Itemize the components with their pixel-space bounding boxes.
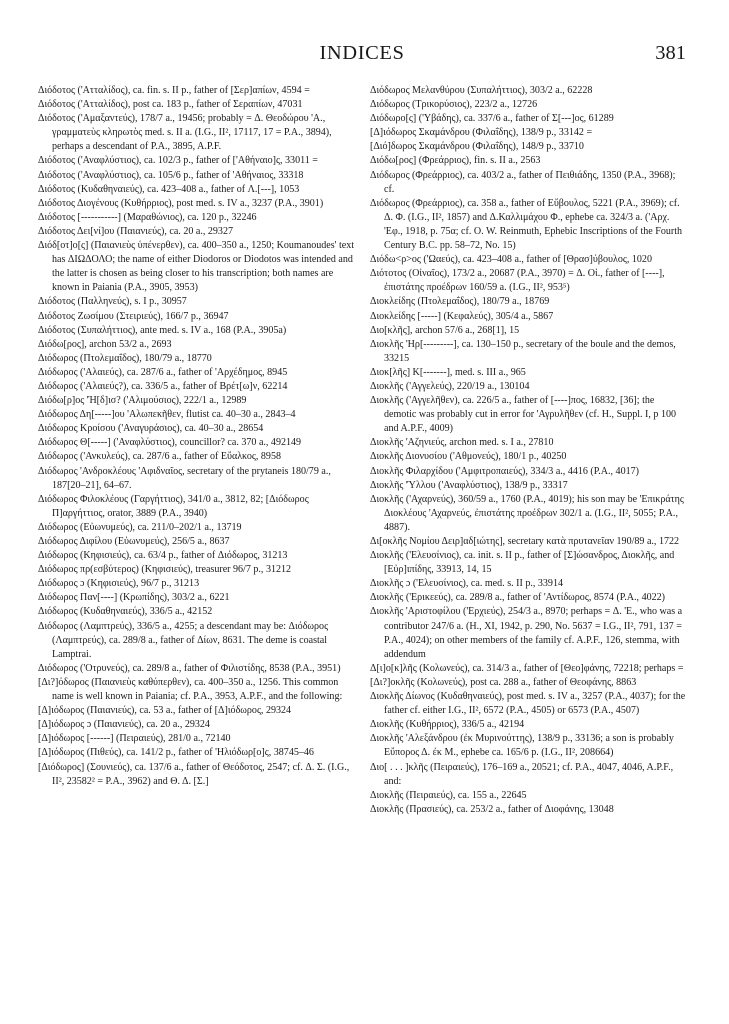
index-entry: Διοκλῆς (Κυθήρριος), 336/5 a., 42194 [370, 719, 525, 731]
index-entry: Διόδωρος ɔ (Κηφισιεύς), 96/7 p., 31213 [38, 578, 200, 590]
index-entry: Διόδωρος 'Ανδροκλέους 'Αφιδναῖος, secretary of the prytaneis 180/79 a., 187[20–21], 64–67. [38, 465, 331, 491]
index-entry: Διοκλῆς 'Ηρ[---------], ca. 130–150 p., secretary of the boule and the demos, 33215 [370, 338, 676, 364]
index-entry: Διοκλῆς Διονυσίου ('Αθμονεύς), 180/1 p., 40250 [370, 451, 567, 463]
index-entry: Διοκλῆς ('Ελευσίνιος), ca. init. s. II p., father of [Σ]ώσανδρος, Διοκλῆς, and [Εὐρ]ιπίδης, 33913, 14, 15 [370, 550, 675, 576]
index-entry: Διόδωρος Δη[-----]ου 'Αλωπεκῆθεν, flutist ca. 40–30 a., 2843–4 [38, 409, 296, 421]
index-entry: Διοκλείδης [-----] (Κεφαλεύς), 305/4 a., 5867 [370, 310, 554, 322]
index-entry: Διοκλῆς ('Ερικεεύς), ca. 289/8 a., father of 'Αντίδωρος, 8574 (P.A., 4022) [370, 592, 666, 604]
index-entry: Διόδω[ρος] (Φρεάρριος), fin. s. II a., 2563 [370, 155, 541, 167]
index-entry: Διόδοτος ('Αναφλύστιος), ca. 105/6 p., father of 'Αθήναιος, 33318 [38, 169, 304, 181]
index-entry: Διο[ . . . ]κλῆς (Πειραιεύς), 176–169 a., 20521; cf. P.A., 4047, 4046, A.P.F., and: [370, 761, 674, 787]
index-entry: Διοκλῆς 'Αριστοφίλου ('Ερχιεύς), 254/3 a., 8970; perhaps = Δ. 'Ε., who was a contributor 247/6 a. (H., XI, 1942, p. 290, No. 5637 = I.G., II², 791, 137 = P.A., 4024); on other members of the family cf. A.P.F., 126, stemma, with addendum [370, 606, 683, 660]
index-entry: Διόδωρος ('Αλαιεύς?), ca. 336/5 a., father of Βρέτ[ω]ν, 62214 [38, 380, 288, 392]
index-entry: Διόδω[ρ]ος 'Ή[δ]ισ? ('Αλιμούσιος), 222/1 a., 12989 [38, 395, 247, 407]
index-entry: Διοκλείδης (Πτολεμαΐδος), 180/79 a., 18769 [370, 296, 550, 308]
index-entry: [Δι?]όδωρος (Παιανιεὺς καθύπερθεν), ca. 400–350 a., 1256. This common name is well known in Paiania; cf. P.A., 3953, A.P.F., and the following: [38, 676, 343, 703]
index-entry: Διοκλῆς ('Αγγελῆθεν), ca. 226/5 a., father of [----]πος, 16832, [36]; the demotic was probably cut in error for 'Αγρυλῆθεν (cf. H., Suppl. I, p 100 and A.P.F., 4009) [370, 395, 677, 435]
index-entry: Διοκλῆς ('Αγγελεύς), 220/19 a., 130104 [370, 380, 530, 392]
index-entry: [Δ]ιόδωρος (Παιανιεύς), ca. 53 a., father of [Δ]ιόδωρος, 29324 [38, 705, 292, 717]
index-entry: Διοκλῆς (Πρασιεύς), ca. 253/2 a., father of Διοφάνης, 13048 [370, 803, 614, 815]
index-entry: [Διόδωρος] (Σουνιεύς), ca. 137/6 a., father of Θεόδοτος, 2547; cf. Δ. Σ. (I.G., II², 23582² = P.A., 3962) and Θ. Δ. [Σ.] [38, 761, 350, 787]
index-entry: Διόδωρος Φιλοκλέους (Γαργήττιος), 341/0 a., 3812, 82; [Διόδωρος Π]αργήττιος, orator, 3889 (P.A., 3940) [38, 493, 309, 519]
index-entry: Διοκλῆς (Πειραιεύς), ca. 155 a., 22645 [370, 789, 527, 801]
index-entry: [Δι?]οκλῆς (Κολωνεύς), post ca. 288 a., father of Θεοφάνης, 8863 [370, 676, 637, 688]
index-entry: Διόδοτος (Συπαλήττιος), ante med. s. IV a., 168 (P.A., 3905a) [38, 324, 287, 336]
index-entry: [Δ]ιόδωρος ɔ (Παιανιεύς), ca. 20 a., 29324 [38, 719, 210, 731]
index-entry: Δ[ι]ο[κ]λῆς (Κολωνεύς), ca. 314/3 a., father of [Θεο]φάνης, 72218; perhaps = [370, 662, 684, 674]
index-entry: Διοκλῆς Δίωνος (Κυδαθηναιεύς), post med. s. IV a., 3257 (P.A., 4037); for the father cf. either I.G., II², 6572 (P.A., 4505) or 6573 (P.A., 4507) [370, 691, 686, 717]
index-entry: Διόδωρος Διφίλου (Εὐωνυμεύς), 256/5 a., 8637 [38, 536, 230, 547]
index-entry: [Διό]δωρος Σκαμάνδρου (Φιλαΐδης), 148/9 p., 33710 [370, 141, 584, 153]
index-entry: Διόδωρος (Πτολεμαΐδος), 180/79 a., 18770 [38, 352, 212, 364]
index-entry: Διόδοτος ('Αναφλύστιος), ca. 102/3 p., father of ['Αθήναιο]ς, 33011 = [38, 155, 318, 167]
left-column [38, 84, 356, 789]
index-entry: Διόδωρος Παν[----] (Κρωπίδης), 303/2 a., 6221 [38, 592, 230, 604]
index-entry: Διόδωρος Θ[-----] ('Αναφλύστιος), councillor? ca. 370 a., 492149 [38, 437, 302, 449]
index-entry: Διόδ[οτ]ο[ς] (Παιανιεὺς ὑπένερθεν), ca. 400–350 a., 1250; Koumanoudes' text has ΔΙΩΔΟΛΟ; the name of either Diodoros or Diodotos was intended and the latter is chosen as being closer to his transcription; both names are known in Paiania (P.A., 3905, 3953) [38, 240, 355, 294]
index-entry: Διόδωρος (Κηφισιεύς), ca. 63/4 p., father of Διόδωρος, 31213 [38, 550, 288, 562]
index-entry: Διόδω[ρος], archon 53/2 a., 2693 [38, 338, 172, 350]
index-entry: Δι[οκλῆς Νομίου Δειρ]αδ[ιώτης], secretary κατὰ πρυτανεῖαν 190/89 a., 1722 [370, 536, 680, 547]
index-entry: Διόδοτος Διογένους (Κυθήρριος), post med. s. IV a., 3237 (P.A., 3901) [38, 197, 324, 209]
index-entry: Διόδωρος Μελανθύρου (Συπαλήττιος), 303/2 a., 62228 [370, 85, 593, 96]
index-entry: Διόδοτος ('Ατταλίδος), ca. fin. s. II p., father of [Σερ]απίων, 4594 = [38, 85, 310, 96]
index-entry: Διόδοτος Ζωσίμου (Στειριεύς), 166/7 p., 36947 [38, 310, 229, 322]
index-entry: Διόδωρος (Εὐωνυμεύς), ca. 211/0–202/1 a., 13719 [38, 521, 242, 533]
index-entry: Διόδωρος Κροίσου ('Αναγυράσιος), ca. 40–30 a., 28654 [38, 423, 264, 435]
index-entry: Διόδωρος ('Αλαιεύς), ca. 287/6 a., father of 'Αρχέδημος, 8945 [38, 366, 288, 378]
index-entry: Διο[κλῆς], archon 57/6 a., 268[1], 15 [370, 324, 520, 336]
page-number: 381 [655, 42, 686, 64]
index-entry: Διόδω<ρ>ος ('Ωαεύς), ca. 423–408 a., father of [Θρασ]ύβουλος, 1020 [370, 254, 652, 266]
page-title: INDICES [319, 42, 405, 64]
index-entry: [Δ]ιόδωρος [------] (Πειραιεύς), 281/0 a., 72140 [38, 733, 231, 745]
index-entry: Διόδωρος (Φρεάρριος), ca. 358 a., father of Εὔβουλος, 5221 (P.A., 3969); cf. Δ. Φ. (I.G., II², 1857) and Δ.Καλλιμάχου Φ., ephebe ca. 324/3 a. ('Αρχ. 'Εφ., 1918, p. 75α; cf. O. W. Reinmuth, Ephebic Inscriptions of the Fourth Century B.C. pp. 58–72, No. 15) [370, 197, 683, 252]
index-entry: Διοκλῆς 'Ύλλου ('Αναφλύστιος), 138/9 p., 33317 [370, 479, 568, 491]
index-entry: Διοκ[λῆς] Κ[-------], med. s. III a., 965 [370, 366, 526, 378]
page-header [38, 42, 686, 68]
index-entry: Διόδοτος ('Ατταλίδος), post ca. 183 p., father of Σεραπίων, 47031 [38, 99, 303, 111]
index-entry: Διοκλῆς ('Αχαρνεύς), 360/59 a., 1760 (P.A., 4019); his son may be 'Επικράτης Διοκλέους 'Αχαρνεύς, ἐπιστάτης προέδρων 302/1 a. (I.G., II², 5055; P.A., 4887). [370, 493, 684, 533]
index-entry: Διόδωρος (Φρεάρριος), ca. 403/2 a., father of Πειθιάδης, 1350 (P.A., 3968); cf. [370, 169, 676, 195]
index-entry: Διοκλῆς 'Αζηνιεύς, archon med. s. I a., 27810 [370, 437, 554, 449]
index-entry: Διότοτος (Οἰναῖος), 173/2 a., 20687 (P.A., 3970) = Δ. Οἰ., father of [----], ἐπιστάτης προέδρων 160/59 a. (I.G., II², 953⁵) [370, 268, 665, 294]
index-entry: Διόδοτος [-----------] (Μαραθώνιος), ca. 120 p., 32246 [38, 211, 257, 223]
index-entry: Διόδοτος Δει[νί]ου (Παιανιεύς), ca. 20 a., 29327 [38, 225, 234, 237]
index-entry: Διόδωρος (Λαμπτρεύς), 336/5 a., 4255; a descendant may be: Διόδωρος (Λαμπτρεύς), ca. 289/8 a., father of Δίων, 8631. The deme is coastal Lamptrai. [38, 620, 329, 660]
index-entry: Διόδοτος (Παλληνεύς), s. I p., 30957 [38, 296, 187, 308]
index-entry: Διοκλῆς ɔ ('Ελευσίνιος), ca. med. s. II p., 33914 [370, 578, 564, 590]
index-entry: Διόδωρος πρ(εσβύτερος) (Κηφισιεύς), treasurer 96/7 p., 31212 [38, 564, 292, 576]
index-entry: Διόδωρος (Κυδαθηναιεύς), 336/5 a., 42152 [38, 606, 213, 618]
index-entry: Διόδωρο[ς] ('Υβάδης), ca. 337/6 a., father of Σ[---]ος, 61289 [370, 113, 614, 125]
index-entry: Διόδωρος (Τρικορύσιος), 223/2 a., 12726 [370, 99, 538, 111]
index-entry: Διόδωρος ('Ανκυλεύς), ca. 287/6 a., father of Εὔαλκος, 8958 [38, 451, 281, 463]
right-column [370, 84, 688, 817]
index-entry: Διόδοτος ('Αμαξαντεύς), 178/7 a., 19456; probably = Δ. Θεοδώρου 'Α., γραμματεὺς κληρωτὸς med. s. II a. (I.G., II², 17117, 17 = P.A., 3894), perhaps a descendant of P.A., 3895, A.P.F. [38, 113, 332, 153]
index-entry: [Δ]ιόδωρος Σκαμάνδρου (Φιλαΐδης), 138/9 p., 33142 = [370, 127, 593, 139]
index-entry: Διοκλῆς Φιλαρχίδου ('Αμφιτροπαιεύς), 334/3 a., 4416 (P.A., 4017) [370, 465, 639, 477]
index-entry: [Δ]ιόδωρος (Πιθεύς), ca. 141/2 p., father of 'Ηλιόδωρ[ο]ς, 38745–46 [38, 747, 314, 759]
index-entry: Διοκλῆς 'Αλεξάνδρου (ἐκ Μυρινούττης), 138/9 p., 33136; a son is probably Εὔπορος Δ. ἐκ Μ., ephebe ca. 165/6 p. (I.G., II², 208664) [370, 733, 674, 759]
index-entry: Διόδωρος ('Οτρυνεύς), ca. 289/8 a., father of Φιλιστίδης, 8538 (P.A., 3951) [38, 662, 341, 674]
index-entry: Διόδοτος (Κυδαθηναιεύς), ca. 423–408 a., father of Λ.[---], 1053 [38, 183, 300, 195]
